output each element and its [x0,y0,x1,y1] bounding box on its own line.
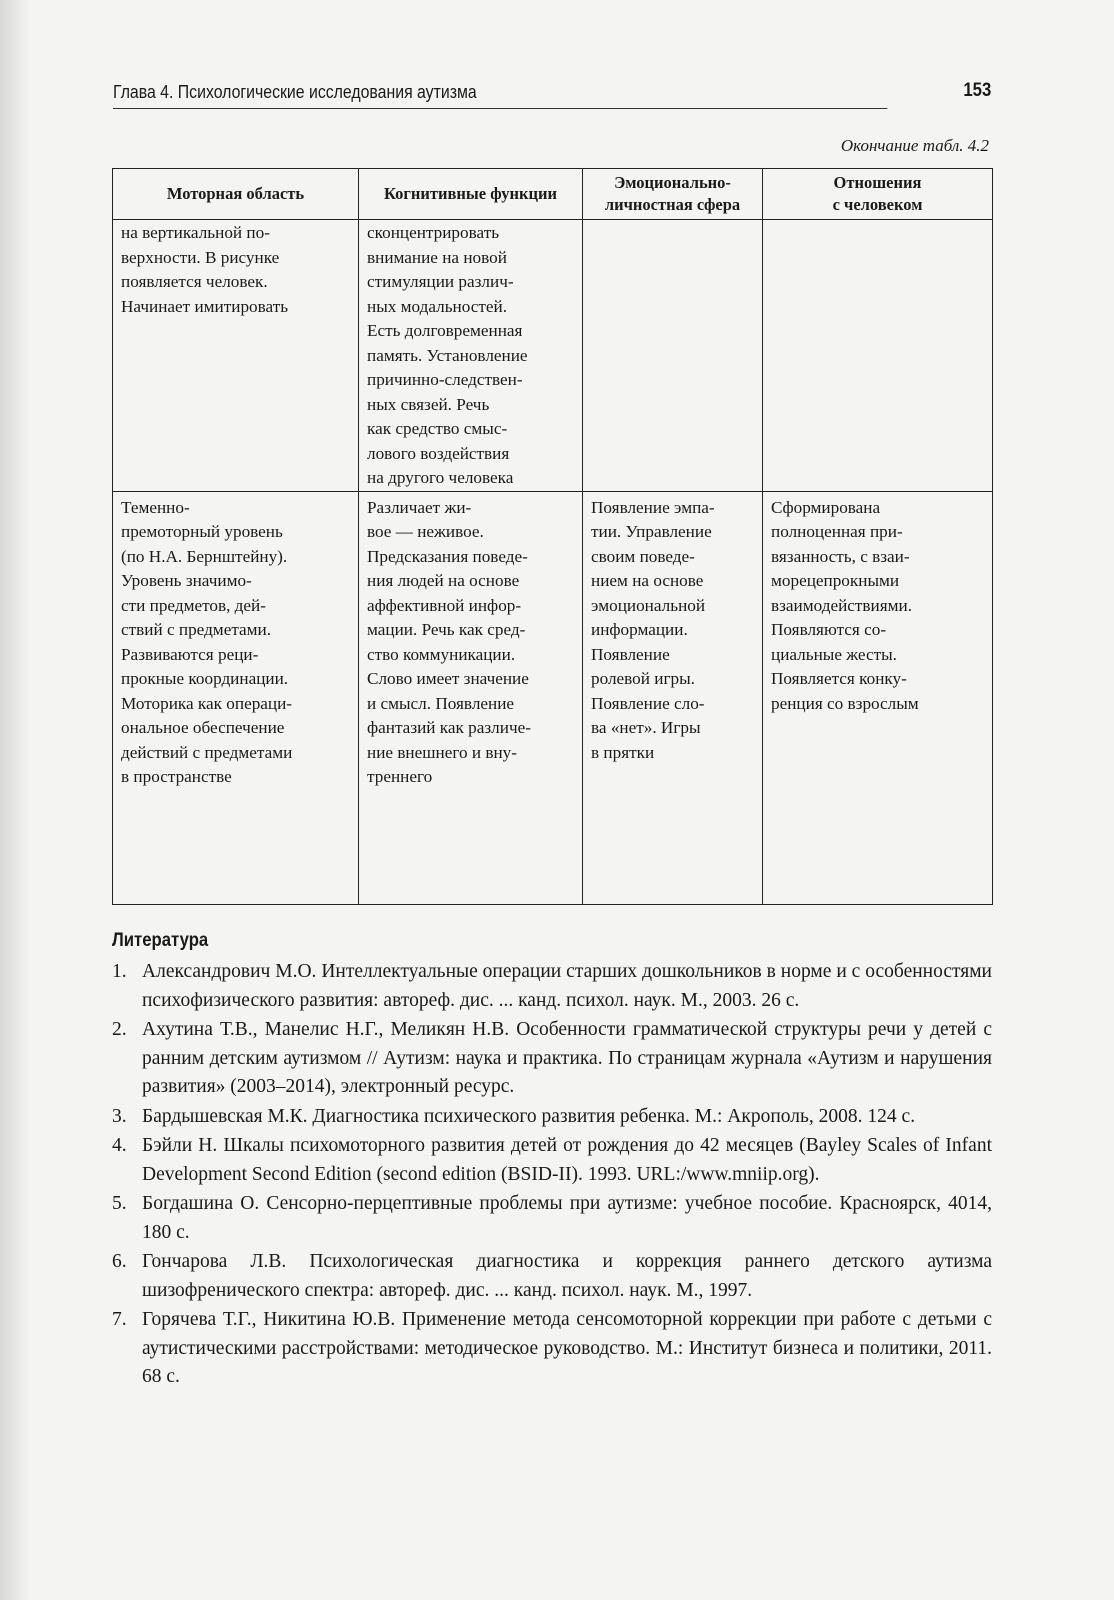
table-row [113,220,993,492]
reference-item: 7. Горячева Т.Г., Никитина Ю.В. Применение метода сенсомоторной коррекции при работе с детьми с аутистическими расстройствами: методическое руководство. М.: Институт бизнеса и политики, 2011. 68 с. [112,1309,992,1387]
column-header-emotional: Эмоционально- личностная сфера [583,169,763,220]
page-binding-shadow [0,0,30,1600]
reference-list [112,958,992,1392]
reference-item: 6. Гончарова Л.В. Психологическая диагностика и коррекция раннего детского аутизма шизофренического спектра: автореф. дис. ... канд. психол. наук. М., 1997. [112,1251,992,1301]
table-cell-emotional: Появление эмпа- тии. Управление своим поведе- нием на основе эмоциональной информации. Появление ролевой игры. Появление сло- ва «нет». Игры в прятки [583,491,763,904]
table-header-row [113,169,993,220]
table-cell-motor: Теменно- премоторный уровень (по Н.А. Бернштейну). Уровень значимо- сти предметов, дей- ствий с предметами. Развиваются реци- прокные координации. Моторика как операци- ональное обеспечение действий с предметами в пространстве [113,491,359,904]
chapter-title: Глава 4. Психологические исследования аутизма [113,82,477,102]
column-header-cognitive: Когнитивные функции [359,169,583,220]
column-header-motor: Моторная область [113,169,359,220]
table-cell-cognitive: сконцентрировать внимание на новой стимуляции различ- ных модальностей. Есть долговременная память. Установление причинно-следствен- ных связей. Речь как средство смыс- лового воздействия на другого человека [359,220,583,492]
table-row [113,491,993,904]
column-header-relations: Отношения с человеком [763,169,993,220]
table-cell-relations [763,220,993,492]
table-cell-cognitive: Различает жи- вое — неживое. Предсказания поведе- ния людей на основе аффективной инфор- мации. Речь как сред- ство коммуникации. Слово имеет значение и смысл. Появление фантазий как различе- ние внешнего и вну- треннего [359,491,583,904]
table-cell-emotional [583,220,763,492]
reference-item: 4. Бэйли Н. Шкалы психомоторного развития детей от рождения до 42 месяцев (Bayley Scales of Infant Development Second Edition (second edition (BSID-II). 1993. URL:/www.mniip.org). [112,1135,992,1185]
reference-item: 1. Александрович М.О. Интеллектуальные операции старших дошкольников в норме и с особенностями психофизического развития: автореф. дис. ... канд. психол. наук. М., 2003. 26 с. [112,961,992,1011]
reference-item: 5. Богдашина О. Сенсорно-перцептивные проблемы при аутизме: учебное пособие. Красноярск, 4014, 180 с. [112,1193,992,1243]
table-cell-relations: Сформирована полноценная при- вязанность, с взаи- морецепрокными взаимодействиями. Появляются со- циальные жесты. Появляется конку- ренция со взрослым [763,491,993,904]
literature-heading: Литература [112,930,209,951]
table-cell-motor: на вертикальной по- верхности. В рисунке появляется человек. Начинает имитировать [113,220,359,492]
development-table [112,168,993,905]
reference-item: 2. Ахутина Т.В., Манелис Н.Г., Меликян Н.В. Особенности грамматической структуры речи у детей с ранним детским аутизмом // Аутизм: наука и практика. По страницам журнала «Аутизм и нарушения развития» (2003–2014), электронный ресурс. [112,1019,992,1097]
reference-item: 3. Бардышевская М.К. Диагностика психического развития ребенка. М.: Акрополь, 2008. 124 с. [112,1105,916,1127]
literature-section [112,930,992,1393]
running-header [113,78,992,109]
page-number: 153 [963,80,992,101]
table-caption: Окончание табл. 4.2 [840,136,989,155]
